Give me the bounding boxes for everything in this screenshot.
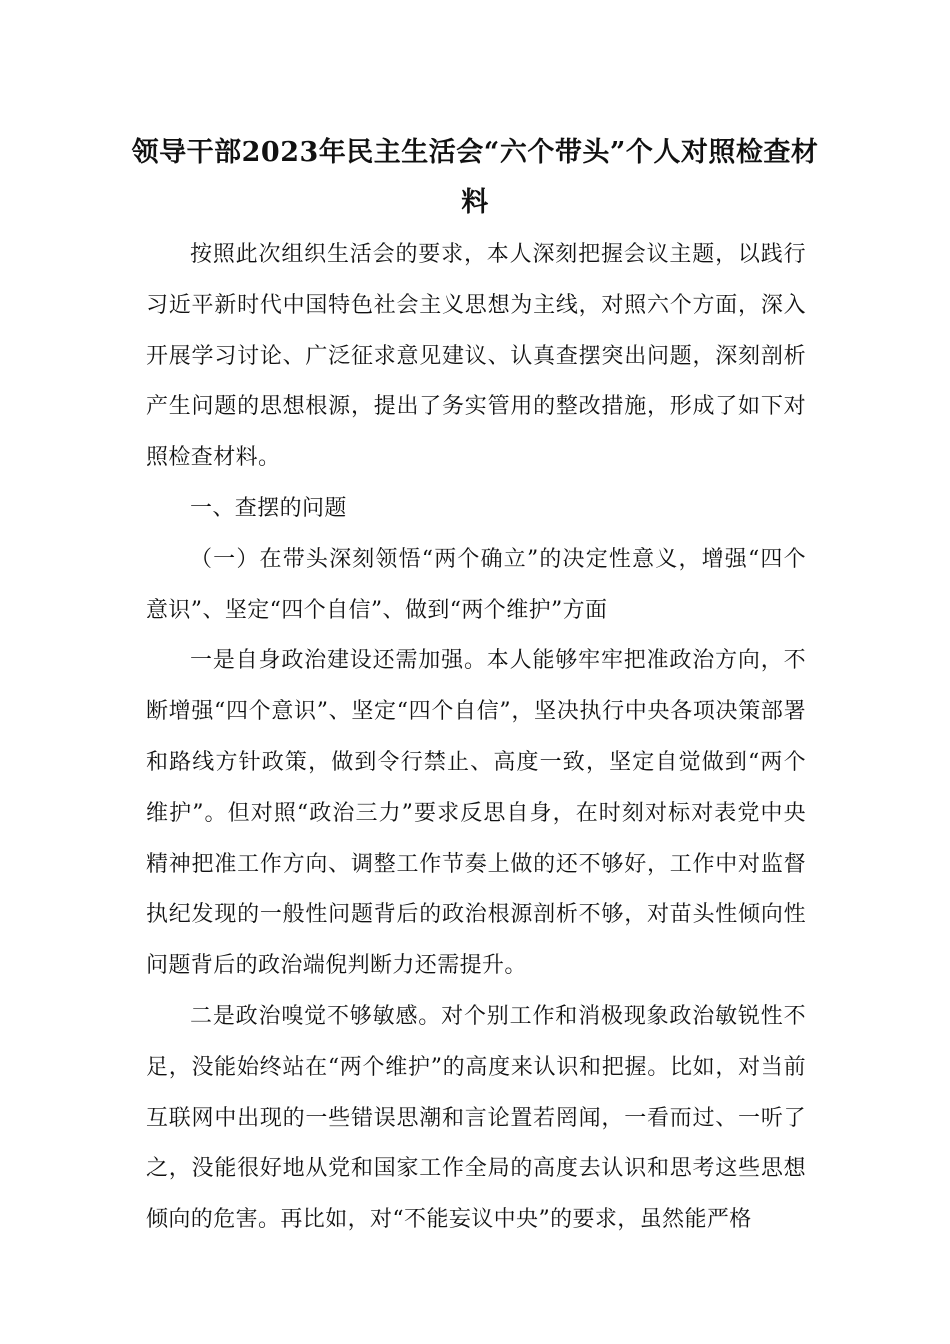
section-heading: 一、查摆的问题: [190, 495, 347, 521]
body-paragraph: 一是自身政治建设还需加强。本人能够牢牢把准政治方向，不断增强“四个意识”、坚定“四个自信”，坚决执行中央各项决策部署和路线方针政策，做到令行禁止、高度一致，坚定自觉做到“两个维护”。但对照“政治三力”要求反思自身，在时刻对标对表党中央精神把准工作方向、调整工作节奏上做的还不够好，工作中对监督执纪发现的一般性问题背后的政治根源剖析不够，对苗头性倾向性问题背后的政治端倪判断力还需提升。: [146, 648, 806, 979]
document-title-line-1: 领导干部2023年民主生活会“六个带头”个人对照检查材: [131, 137, 819, 168]
document-title-line-2: 料: [461, 187, 489, 218]
document-title: [120, 128, 830, 228]
document-body: [146, 230, 806, 1246]
body-paragraph: 二是政治嗅觉不够敏感。对个别工作和消极现象政治敏锐性不足，没能始终站在“两个维护”的高度来认识和把握。比如，对当前互联网中出现的一些错误思潮和言论置若罔闻，一看而过、一听了之，没能很好地从党和国家工作全局的高度去认识和思考这些思想倾向的危害。再比如，对“不能妄议中央”的要求，虽然能严格: [146, 1003, 806, 1233]
subsection-heading: （一）在带头深刻领悟“两个确立”的决定性意义，增强“四个意识”、坚定“四个自信”、做到“两个维护”方面: [146, 546, 806, 623]
intro-paragraph: 按照此次组织生活会的要求，本人深刻把握会议主题，以践行习近平新时代中国特色社会主义思想为主线，对照六个方面，深入开展学习讨论、广泛征求意见建议、认真查摆突出问题，深刻剖析产生问题的思想根源，提出了务实管用的整改措施，形成了如下对照检查材料。: [146, 242, 806, 471]
